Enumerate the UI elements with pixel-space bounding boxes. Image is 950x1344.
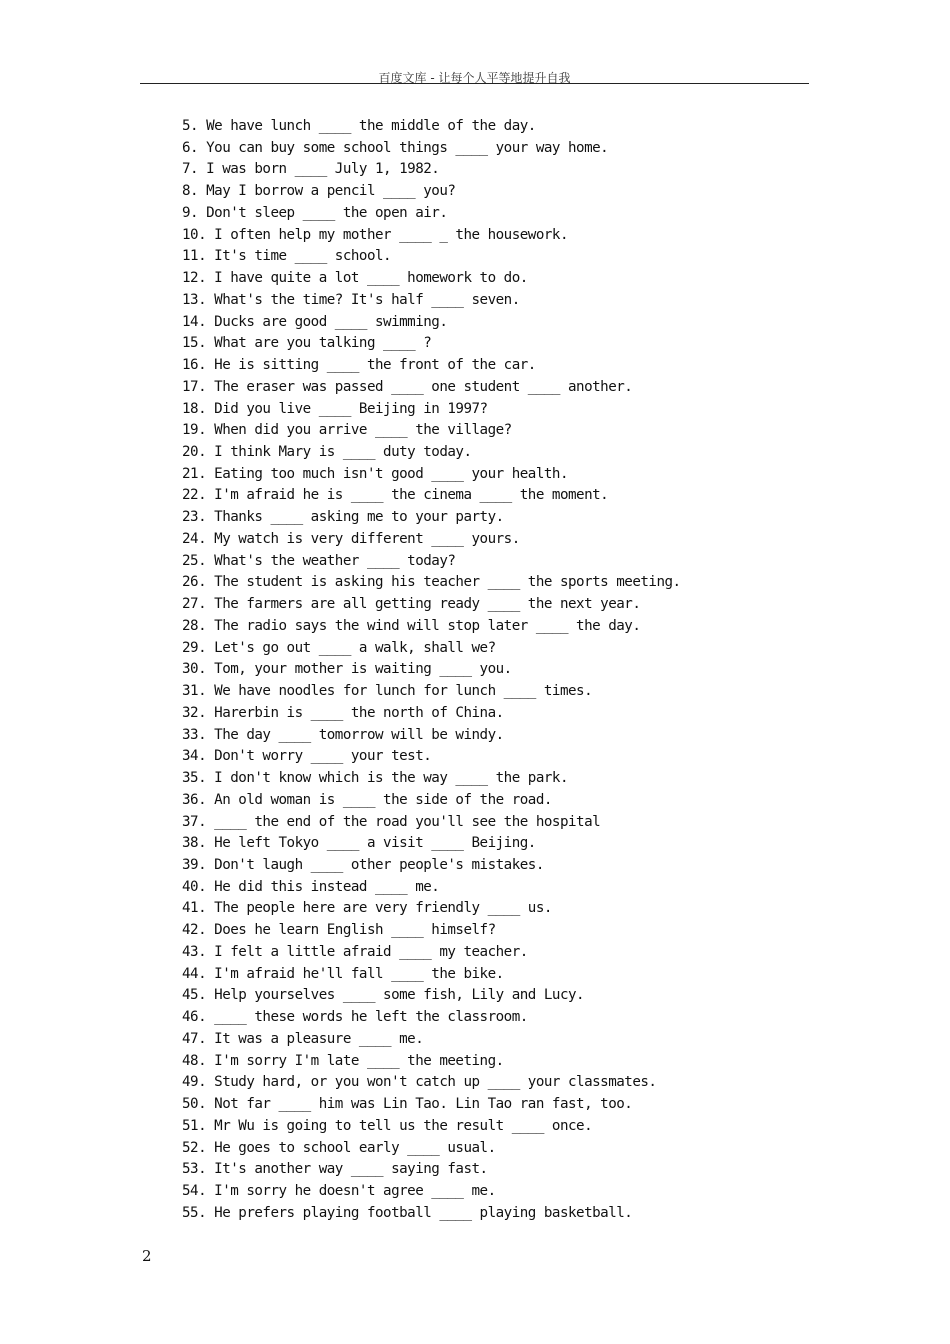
header-rule: [140, 83, 809, 84]
question-item: 7. I was born ____ July 1, 1982.: [182, 161, 440, 178]
question-item: 14. Ducks are good ____ swimming.: [182, 313, 448, 330]
question-item: 9. Don't sleep ____ the open air.: [182, 204, 448, 221]
question-item: 51. Mr Wu is going to tell us the result ____ once.: [182, 1117, 593, 1134]
page-header: 百度文库 - 让每个人平等地提升自我: [378, 71, 571, 85]
question-item: 21. Eating too much isn't good ____ your health.: [182, 465, 568, 482]
question-item: 6. You can buy some school things ____ your way home.: [182, 139, 609, 156]
question-item: 28. The radio says the wind will stop later ____ the day.: [182, 617, 641, 634]
question-item: 32. Harerbin is ____ the north of China.: [182, 704, 504, 721]
question-item: 27. The farmers are all getting ready ____ the next year.: [182, 596, 641, 613]
question-item: 10. I often help my mother ____ _ the housework.: [182, 226, 568, 243]
question-item: 50. Not far ____ him was Lin Tao. Lin Tao ran fast, too.: [182, 1096, 633, 1113]
question-item: 30. Tom, your mother is waiting ____ you.: [182, 661, 512, 678]
question-item: 5. We have lunch ____ the middle of the day.: [182, 118, 536, 134]
question-item: 15. What are you talking ____ ?: [182, 335, 432, 352]
question-item: 33. The day ____ tomorrow will be windy.: [182, 726, 504, 743]
question-item: 38. He left Tokyo ____ a visit ____ Beijing.: [182, 835, 536, 852]
question-item: 47. It was a pleasure ____ me.: [182, 1030, 424, 1047]
question-item: 17. The eraser was passed ____ one student ____ another.: [182, 378, 633, 395]
question-item: 24. My watch is very different ____ yours.: [182, 530, 520, 547]
question-item: 34. Don't worry ____ your test.: [182, 748, 432, 765]
question-item: 36. An old woman is ____ the side of the road.: [182, 791, 552, 808]
question-item: 41. The people here are very friendly ____ us.: [182, 900, 552, 917]
question-item: 16. He is sitting ____ the front of the car.: [182, 357, 536, 374]
question-item: 42. Does he learn English ____ himself?: [182, 922, 496, 939]
question-item: 44. I'm afraid he'll fall ____ the bike.: [182, 965, 504, 982]
question-item: 53. It's another way ____ saying fast.: [182, 1161, 488, 1178]
question-list: [182, 116, 681, 1224]
question-item: 23. Thanks ____ asking me to your party.: [182, 509, 504, 526]
question-item: 26. The student is asking his teacher ____ the sports meeting.: [182, 574, 681, 591]
page-number: 2: [142, 1247, 152, 1265]
question-item: 46. ____ these words he left the classroom.: [182, 1009, 528, 1026]
question-item: 19. When did you arrive ____ the village?: [182, 422, 512, 439]
question-item: 37. ____ the end of the road you'll see the hospital: [182, 813, 601, 830]
question-item: 35. I don't know which is the way ____ the park.: [182, 770, 568, 787]
question-item: 31. We have noodles for lunch for lunch ____ times.: [182, 683, 593, 700]
question-item: 8. May I borrow a pencil ____ you?: [182, 183, 456, 200]
question-item: 11. It's time ____ school.: [182, 248, 392, 265]
question-item: 49. Study hard, or you won't catch up ____ your classmates.: [182, 1074, 657, 1091]
question-item: 52. He goes to school early ____ usual.: [182, 1139, 496, 1156]
question-item: 22. I'm afraid he is ____ the cinema ____ the moment.: [182, 487, 609, 504]
question-item: 55. He prefers playing football ____ playing basketball.: [182, 1204, 633, 1221]
question-item: 54. I'm sorry he doesn't agree ____ me.: [182, 1182, 496, 1199]
question-item: 48. I'm sorry I'm late ____ the meeting.: [182, 1052, 504, 1069]
question-item: 13. What's the time? It's half ____ seven.: [182, 291, 520, 308]
question-item: 25. What's the weather ____ today?: [182, 552, 456, 569]
question-item: 40. He did this instead ____ me.: [182, 878, 440, 895]
question-item: 45. Help yourselves ____ some fish, Lily and Lucy.: [182, 987, 585, 1004]
question-item: 43. I felt a little afraid ____ my teacher.: [182, 943, 528, 960]
question-item: 29. Let's go out ____ a walk, shall we?: [182, 639, 496, 656]
question-item: 12. I have quite a lot ____ homework to do.: [182, 270, 528, 287]
question-item: 20. I think Mary is ____ duty today.: [182, 444, 472, 461]
question-item: 18. Did you live ____ Beijing in 1997?: [182, 400, 488, 417]
question-item: 39. Don't laugh ____ other people's mistakes.: [182, 856, 544, 873]
